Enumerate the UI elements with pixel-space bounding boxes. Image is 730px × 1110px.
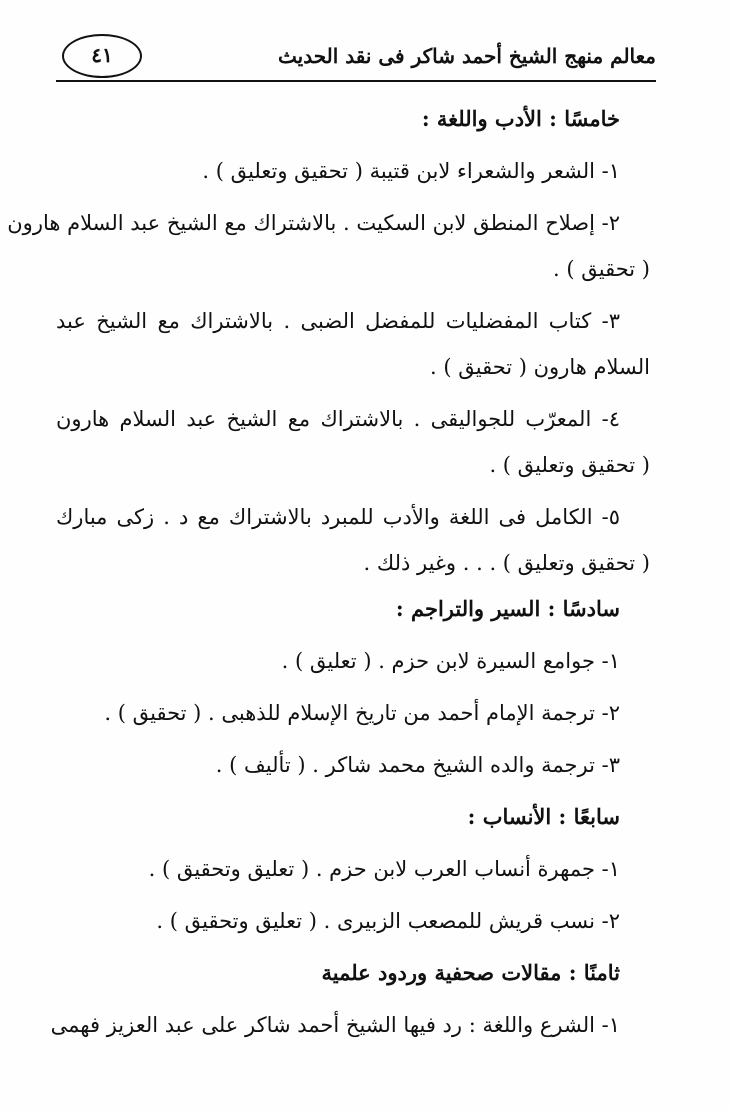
list-item: ١- جمهرة أنساب العرب لابن حزم . ( تعليق وتحقيق ) . [148, 857, 620, 881]
list-item-continuation: ( تحقيق وتعليق ) . . . وغير ذلك . [363, 551, 650, 575]
list-item-continuation: ( تحقيق وتعليق ) . [489, 453, 650, 477]
section-heading: سادسًا : السير والتراجم : [395, 596, 620, 621]
list-item: ١- الشرع واللغة : رد فيها الشيخ أحمد شاكر على عبد العزيز فهمى [50, 1013, 620, 1037]
list-item-continuation: السلام هارون ( تحقيق ) . [430, 355, 650, 379]
list-item: ٣- ترجمة والده الشيخ محمد شاكر . ( تأليف ) . [215, 753, 620, 777]
section-heading: خامسًا : الأدب واللغة : [421, 106, 620, 131]
list-item: ٤- المعرّب للجواليقى . بالاشتراك مع الشيخ عبد السلام هارون [56, 407, 620, 431]
list-item: ٢- ترجمة الإمام أحمد من تاريخ الإسلام للذهبى . ( تحقيق ) . [104, 701, 620, 725]
list-item: ١- الشعر والشعراء لابن قتيبة ( تحقيق وتعليق ) . [202, 159, 620, 183]
list-item: ٢- إصلاح المنطق لابن السكيت . بالاشتراك مع الشيخ عبد السلام هارون [7, 211, 620, 235]
page-header [56, 30, 656, 88]
header-rule [56, 80, 656, 82]
section-heading: ثامنًا : مقالات صحفية وردود علمية [321, 960, 620, 985]
running-title: معالم منهج الشيخ أحمد شاكر فى نقد الحديث [278, 44, 656, 68]
page-number-oval [62, 34, 142, 78]
list-item: ٣- كتاب المفضليات للمفضل الضبى . بالاشتراك مع الشيخ عبد [56, 309, 620, 333]
page-number: ٤١ [91, 43, 113, 67]
list-item: ٥- الكامل فى اللغة والأدب للمبرد بالاشتراك مع د . زكى مبارك [56, 505, 620, 529]
list-item-continuation: ( تحقيق ) . [553, 257, 650, 281]
list-item: ١- جوامع السيرة لابن حزم . ( تعليق ) . [281, 649, 620, 673]
page-body [7, 96, 650, 1048]
section-heading: سابعًا : الأنساب : [467, 804, 620, 829]
list-item: ٢- نسب قريش للمصعب الزبيرى . ( تعليق وتحقيق ) . [156, 909, 620, 933]
